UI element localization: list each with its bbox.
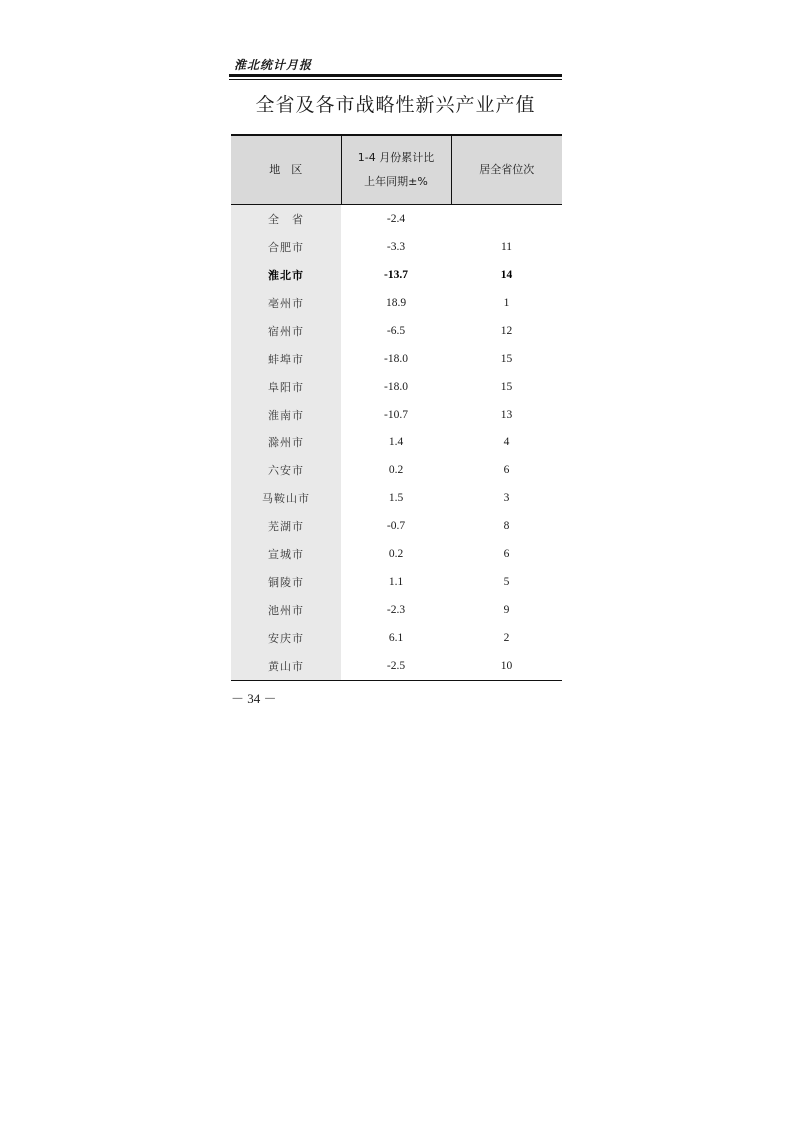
growth-cell: 18.9 xyxy=(385,296,407,309)
rank-cell: 13 xyxy=(500,408,513,421)
growth-cell: -0.7 xyxy=(386,520,406,533)
rank-cell: 4 xyxy=(503,436,510,449)
growth-cell: -2.3 xyxy=(386,604,406,617)
region-cell: 全 省 xyxy=(231,205,341,233)
growth-cell: -13.7 xyxy=(384,268,408,281)
rank-cell: 5 xyxy=(503,576,510,589)
table-row xyxy=(231,289,562,317)
table-row xyxy=(231,317,562,345)
region-cell: 安庆市 xyxy=(231,624,341,652)
table-row xyxy=(231,401,562,429)
table-row xyxy=(231,596,562,624)
table-row xyxy=(231,429,562,457)
region-cell: 亳州市 xyxy=(231,289,341,317)
table-row xyxy=(231,261,562,289)
rank-cell: 12 xyxy=(500,324,513,337)
table-header-row xyxy=(231,135,562,205)
rank-cell: 15 xyxy=(500,352,513,365)
region-cell: 铜陵市 xyxy=(231,568,341,596)
table-row xyxy=(231,205,562,233)
region-cell: 黄山市 xyxy=(231,652,341,680)
table-row xyxy=(231,624,562,652)
growth-cell: 1.5 xyxy=(388,492,404,505)
region-cell: 马鞍山市 xyxy=(231,484,341,512)
header-rule-thick xyxy=(229,74,562,77)
page-title: 全省及各市战略性新兴产业产值 xyxy=(255,94,536,116)
table-row xyxy=(231,540,562,568)
table-row xyxy=(231,484,562,512)
column-header-growth-line2: 上年同期±% xyxy=(364,175,428,188)
rank-cell: 15 xyxy=(500,380,513,393)
growth-cell: -2.4 xyxy=(386,212,406,225)
table-row xyxy=(231,345,562,373)
header-rule-thin xyxy=(229,79,562,80)
rank-cell: 14 xyxy=(500,268,513,281)
region-cell: 池州市 xyxy=(231,596,341,624)
rank-cell: 3 xyxy=(503,492,510,505)
rank-cell: 11 xyxy=(500,240,513,253)
growth-cell: 0.2 xyxy=(388,464,404,477)
rank-cell: 8 xyxy=(503,520,510,533)
growth-cell: -18.0 xyxy=(384,380,408,393)
region-cell: 芜湖市 xyxy=(231,512,341,540)
rank-cell: 9 xyxy=(503,604,510,617)
growth-cell: -6.5 xyxy=(386,324,406,337)
rank-cell xyxy=(451,205,562,233)
column-header-growth xyxy=(341,135,451,205)
column-header-region: 地 区 xyxy=(231,135,341,205)
region-cell: 滁州市 xyxy=(231,429,341,457)
growth-cell: 6.1 xyxy=(388,632,404,645)
statistics-table-container xyxy=(231,134,562,681)
statistics-table xyxy=(231,134,562,681)
growth-cell: -2.5 xyxy=(341,652,451,680)
rank-cell: 10 xyxy=(451,652,562,680)
table-row xyxy=(231,373,562,401)
region-cell: 宿州市 xyxy=(231,317,341,345)
table-row xyxy=(231,233,562,261)
publication-header: 淮北统计月报 xyxy=(234,58,313,72)
table-row xyxy=(231,512,562,540)
growth-cell: 1.4 xyxy=(388,436,404,449)
region-cell: 蚌埠市 xyxy=(231,345,341,373)
growth-cell: -10.7 xyxy=(384,408,408,421)
table-row xyxy=(231,456,562,484)
region-cell: 淮南市 xyxy=(231,401,341,429)
page-number: － 34 － xyxy=(231,691,277,706)
column-header-rank: 居全省位次 xyxy=(451,135,562,205)
rank-cell: 6 xyxy=(503,548,510,561)
table-body xyxy=(231,205,562,681)
rank-cell: 2 xyxy=(503,632,510,645)
region-cell: 阜阳市 xyxy=(231,373,341,401)
rank-cell: 1 xyxy=(503,296,510,309)
column-header-growth-line1: 1-4 月份累计比 xyxy=(357,151,435,164)
region-cell: 宣城市 xyxy=(231,540,341,568)
table-row xyxy=(231,568,562,596)
growth-cell: -18.0 xyxy=(384,352,408,365)
rank-cell: 6 xyxy=(503,464,510,477)
growth-cell: 0.2 xyxy=(388,548,404,561)
region-cell: 六安市 xyxy=(231,456,341,484)
table-row xyxy=(231,652,562,680)
growth-cell: -3.3 xyxy=(386,240,406,253)
growth-cell: 1.1 xyxy=(388,576,404,589)
region-cell: 合肥市 xyxy=(231,233,341,261)
region-cell: 淮北市 xyxy=(231,261,341,289)
